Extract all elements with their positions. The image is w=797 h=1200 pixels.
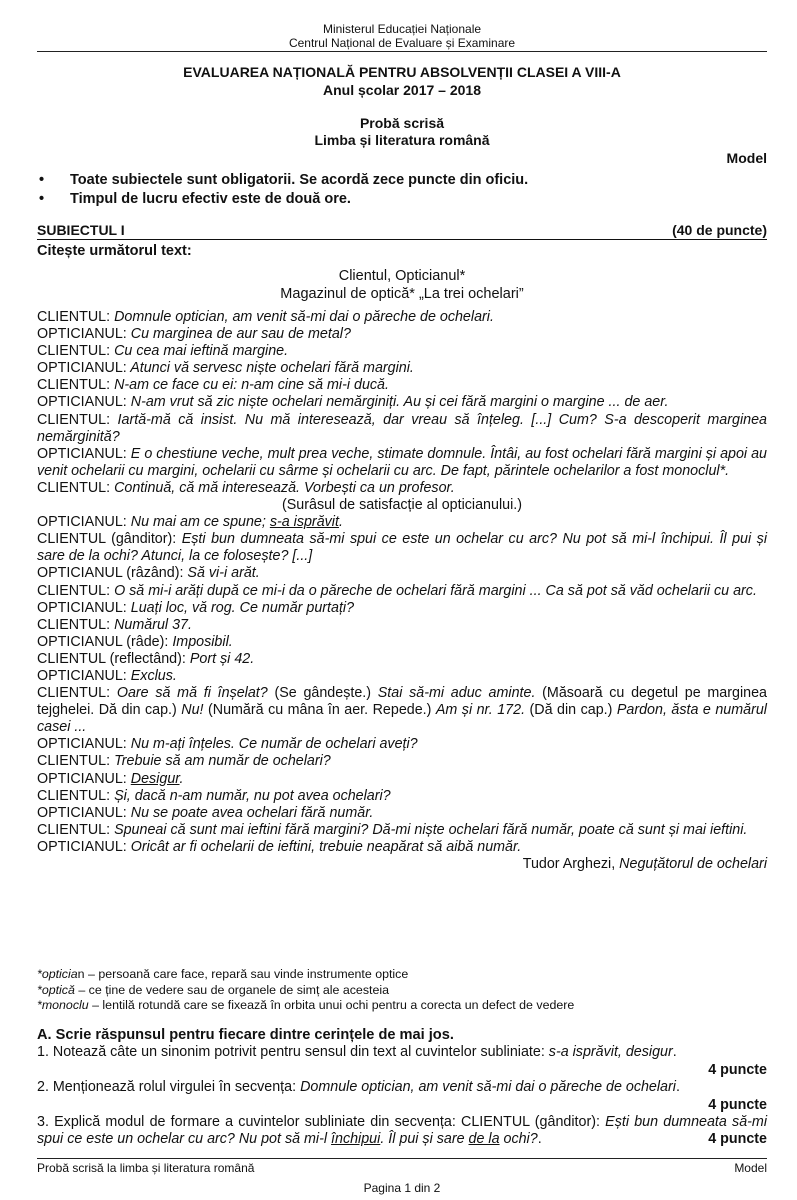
footer-divider [37,1158,767,1159]
task-item: 1. Notează câte un sinonim potrivit pentru sensul din text al cuvintelor subliniate: s-a isprăvit, desigur. [37,1044,677,1061]
task-list [37,1027,767,1149]
exam-title: EVALUAREA NAȚIONALĂ PENTRU ABSOLVENȚII CLASEI A VIII-A [183,64,621,80]
task-item: 2. Menționează rolul virgulei în secvența: Domnule optician, am venit să-mi dai o păreche de ochelari. [37,1079,680,1096]
dialog-line: CLIENTUL: Oare să mă fi înșelat? (Se gândește.) Stai să-mi aduc aminte. (Măsoară cu degetul pe marginea tejghelei. Dă din cap.) Nu! (Numără cu mâna în aer. Repede.) Am și nr. 172. (Dă din cap.) Pardon, ăsta e numărul casei ... [37,685,767,736]
dialog-line: CLIENTUL: N-am ce face cu ei: n-am cine să mi-i ducă. [37,377,389,394]
dialog-line: CLIENTUL: Continuă, că mă interesează. Vorbești ca un profesor. [37,479,455,496]
footnote: *optician – persoană care face, repară sau vinde instrumente optice [37,967,409,981]
dialog-line: CLIENTUL: Trebuie să am număr de ochelari? [37,753,331,770]
page-number: Pagina 1 din 2 [363,1181,441,1195]
dialog-line: OPTICIANUL: Atunci vă servesc niște ochelari fără margini. [37,360,414,377]
underlined-word: închipui [331,1131,381,1148]
underlined-word: s-a isprăvit [269,514,339,531]
task-heading: A. Scrie răspunsul pentru fiecare dintre cerințele de mai jos. [37,1027,454,1043]
task-item: 3. Explică modul de formare a cuvintelor subliniate din secvența: CLIENTUL (gânditor): Ești bun dumneata să-mi spui ce este un ochelar cu arc? Nu pot să mi-l închipui. Îl pui și sare de la ochi?. 4 puncte [37,1114,767,1148]
dialog-line: CLIENTUL: Iartă-mă că insist. Nu mă interesează, dar vreau să înțeleg. [...] Cum? S-a descoperit marginea nemărginită? [37,411,767,445]
school-year: Anul școlar 2017 – 2018 [323,82,481,98]
dialog-line: OPTICIANUL: Nu mai am ce spune; s-a isprăvit. [37,514,343,531]
model-label: Model [726,150,767,166]
exam-subject: Limba și literatura română [314,132,490,148]
section-title: SUBIECTUL I [37,222,125,238]
footer-left: Probă scrisă la limba și literatura română [37,1161,255,1175]
dialog-text [37,309,767,873]
dialog-line: OPTICIANUL: Oricât ar fi ochelarii de ieftini, trebuie neapărat să aibă număr. [37,838,522,855]
dialog-line: CLIENTUL (reflectând): Port și 42. [37,650,255,667]
dialog-line: OPTICIANUL: Luați loc, vă rog. Ce număr purtați? [37,599,355,616]
footnote: *monoclu – lentilă rotundă care se fixează în orbita unui ochi pentru a corecta un defect de vedere [37,998,575,1012]
dialog-line: OPTICIANUL: Desigur. [37,770,184,787]
bullet-icon: • [39,172,45,188]
footnote: *optică – ce ține de vedere sau de organele de simț ale acesteia [37,982,389,997]
underlined-word: Desigur [130,770,180,787]
dialog-line: OPTICIANUL (râde): Imposibil. [37,633,233,650]
task-points: 4 puncte [708,1131,767,1148]
dialog-line: OPTICIANUL: Exclus. [37,667,177,684]
dialog-line: OPTICIANUL: Nu m-ați înțeles. Ce număr de ochelari aveți? [37,736,418,753]
document-footer [37,1161,767,1175]
dialog-line: CLIENTUL (gânditor): Ești bun dumneata să-mi spui ce este un ochelar cu arc? Nu pot să mi-l închipui. Îl pui și sare de la ochi? Atunci, la ce folosește? [...] [37,531,767,565]
instruction-text: Timpul de lucru efectiv este de două ore. [70,191,351,207]
dialog-line: CLIENTUL: O să mi-i arăți după ce mi-i da o păreche de ochelari fără margini ... Ca să pot să văd ochelarii cu arc. [37,582,757,599]
footnotes [37,967,767,1014]
dialog-line: OPTICIANUL: Cu marginea de aur sau de metal? [37,326,351,343]
work-title: Neguțătorul de ochelari [619,856,767,872]
text-setting: Magazinul de optică* „La trei ochelari” [280,286,524,302]
ministry-name: Ministerul Educației Naționale [322,22,482,36]
dialog-line: CLIENTUL: Numărul 37. [37,616,192,633]
dialog-line: OPTICIANUL: E o chestiune veche, mult prea veche, stimate domnule. Întâi, au fost ochelari fără margini și apoi au venit ochelarii cu margini, ochelarii cu sârme și ochelarii cu arc. De fapt, părintele ochelarilor a fost monoclul*. [37,445,767,479]
section-points: (40 de puncte) [672,222,767,238]
instructions-list [37,171,767,209]
dialog-line: CLIENTUL: Cu cea mai ieftină margine. [37,343,289,360]
author-name: Tudor Arghezi, [522,856,620,872]
exam-page [37,0,767,1200]
bullet-icon: • [39,191,45,207]
text-characters: Clientul, Opticianul* [338,268,466,284]
dialog-line: CLIENTUL: Domnule optician, am venit să-mi dai o păreche de ochelari. [37,309,494,325]
header-divider [37,51,767,52]
underlined-word: de la [468,1131,500,1148]
section-header [37,222,767,240]
dialog-line: OPTICIANUL: Nu se poate avea ochelari fără număr. [37,804,374,821]
footer-right: Model [734,1161,767,1175]
exam-type: Probă scrisă [359,115,445,131]
task-points: 4 puncte [708,1061,767,1078]
instruction-item [37,171,767,190]
task-points: 4 puncte [708,1096,767,1113]
attribution [37,856,767,873]
dialog-line: OPTICIANUL: N-am vrut să zic niște ochelari nemărginiți. Au și cei fără margini o margine ... de aer. [37,394,669,411]
dialog-line: OPTICIANUL (râzând): Să vi-i arăt. [37,565,260,582]
dialog-line: CLIENTUL: Spuneai că sunt mai ieftini fără margini? Dă-mi niște ochelari fără număr, poate că sunt și mai ieftini. [37,821,748,838]
document-header [37,22,767,50]
dialog-line: CLIENTUL: Și, dacă n-am număr, nu pot avea ochelari? [37,787,391,804]
center-name: Centrul Național de Evaluare și Examinare [288,36,516,50]
instruction-item [37,190,767,209]
reading-prompt: Citește următorul text: [37,243,192,259]
instruction-text: Toate subiectele sunt obligatorii. Se acordă zece puncte din oficiu. [70,172,529,188]
stage-direction: (Surâsul de satisfacție al opticianului.) [282,497,522,514]
